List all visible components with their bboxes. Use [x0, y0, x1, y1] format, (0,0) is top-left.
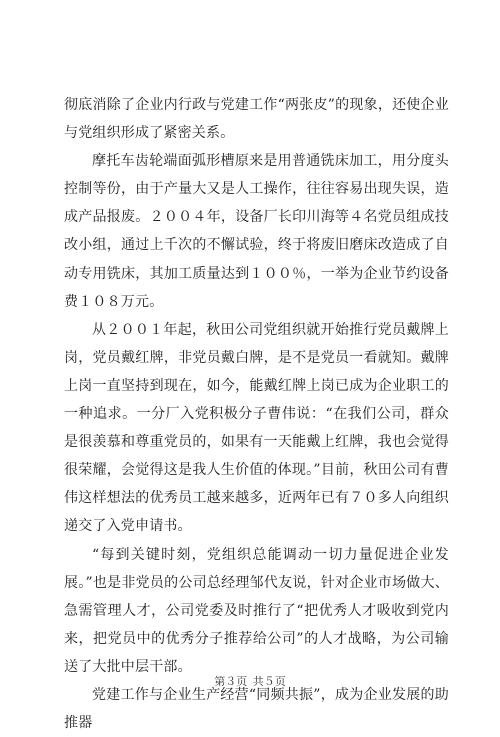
paragraph-2: 摩托车齿轮端面弧形槽原来是用普通铣床加工，用分度头控制等份，由于产量大又是人工操作，往往容易出现失误，造成产品报废。２００４年，设备厂长印川海等４名党员组成技改小组，通过上千次的不懈试验，终于将废旧磨床改造成了自动专用铣床，其加工质量达到１００％，一举为企业节约设备费１０８万元。: [64, 153, 449, 310]
document-body: [64, 91, 449, 737]
page-footer: [0, 673, 500, 689]
page-total: 共５页: [252, 675, 286, 688]
paragraph-1: 彻底消除了企业内行政与党建工作“两张皮”的现象，还使企业与党组织形成了紧密关系。: [64, 97, 449, 142]
paragraph-4: “每到关键时刻，党组织总能调动一切力量促进企业发展。”也是非党员的公司总经理邹代友说，针对企业市场做大、急需管理人才，公司党委及时推行了“把优秀人才吸收到党内来，把党员中的优秀分子推荐给公司”的人才战略，为公司输送了大批中层干部。: [64, 546, 449, 675]
page-number: 第３页: [214, 675, 248, 688]
paragraph-3: 从２００１年起，秋田公司党组织就开始推行党员戴牌上岗，党员戴红牌，非党员戴白牌，是不是党员一看就知。戴牌上岗一直坚持到现在，如今，能戴红牌上岗已成为企业职工的一种追求。一分厂入党积极分子曹伟说：“在我们公司，群众是很羡慕和尊重党员的，如果有一天能戴上红牌，我也会觉得很荣耀，会觉得这是我人生价值的体现。”目前，秋田公司有曹伟这样想法的优秀员工越来越多，近两年已有７０多人向组织递交了入党申请书。: [64, 321, 449, 535]
paragraph-5: 党建工作与企业生产经营“同频共振”，成为企业发展的助推器: [64, 686, 449, 732]
